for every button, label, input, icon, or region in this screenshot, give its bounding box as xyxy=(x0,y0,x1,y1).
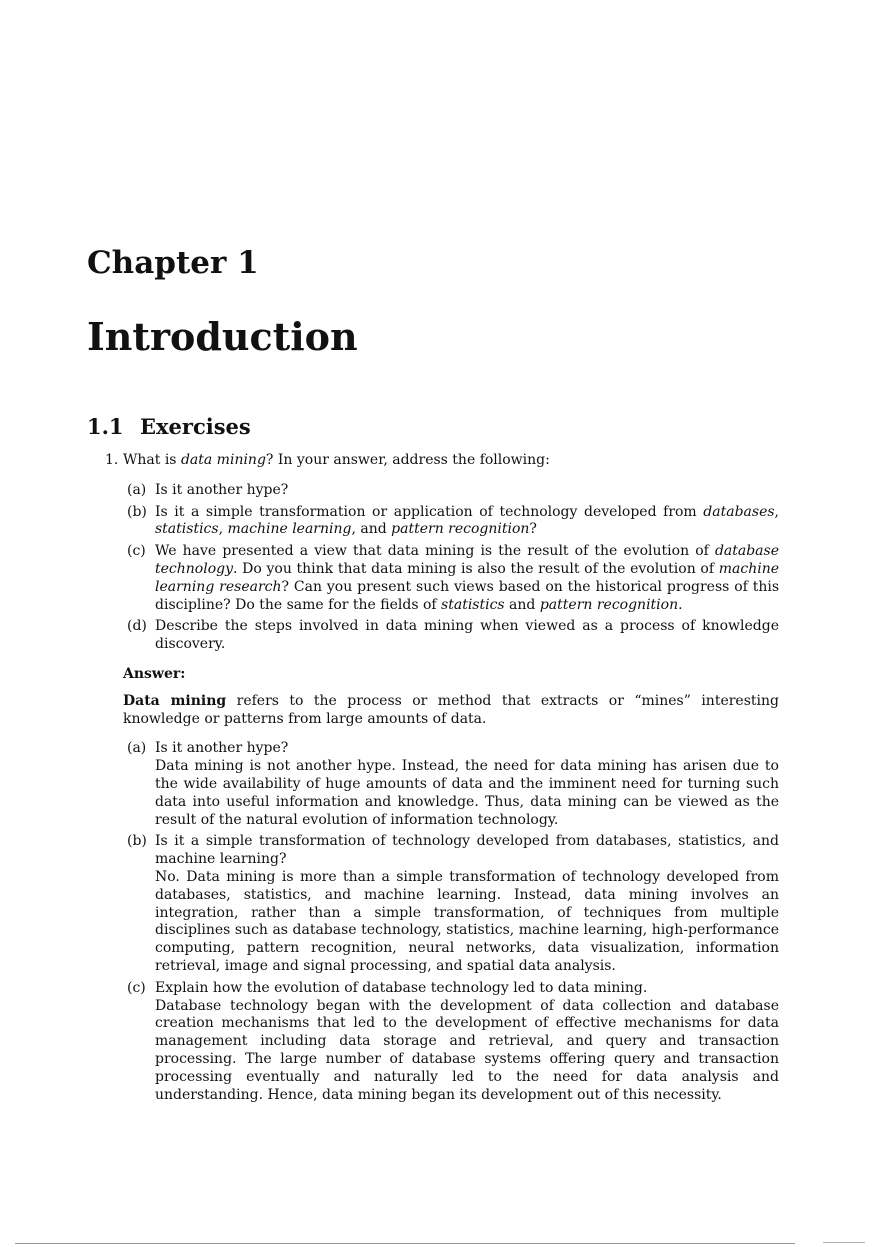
answer-part-c xyxy=(87,980,779,1105)
part-text: , and xyxy=(351,521,392,538)
part-text: . xyxy=(678,596,683,613)
part-marker: (a) xyxy=(127,481,147,498)
part-marker: (a) xyxy=(127,740,147,757)
part-text: and xyxy=(504,596,540,613)
footer-mark xyxy=(823,1242,865,1243)
answer-intro-text: refers to the process or method that extracts or “mines” interesting knowledge or patterns from large amounts of data. xyxy=(123,692,779,727)
part-text: Is it another hype? xyxy=(155,481,289,498)
part-emphasis: statistics xyxy=(155,521,219,538)
chapter-label: Chapter 1 xyxy=(87,245,259,281)
answer-part-question: Is it another hype? xyxy=(155,740,289,757)
part-marker: (d) xyxy=(127,618,147,635)
part-marker: (c) xyxy=(127,979,146,996)
part-emphasis: pattern recognition xyxy=(391,521,530,538)
answer-part-question: Is it a simple transformation of technology developed from databases, statistics, and machine learning? xyxy=(155,833,779,868)
answer-part-a xyxy=(87,740,779,829)
question-text: ? In your answer, address the following: xyxy=(265,452,550,468)
answer-intro xyxy=(123,693,779,729)
question-text: What is xyxy=(123,452,181,468)
part-text: , xyxy=(218,521,228,538)
part-marker: (b) xyxy=(127,503,147,520)
question-part-a xyxy=(87,482,779,500)
question-emphasis: data mining xyxy=(180,452,266,468)
part-text: , xyxy=(774,503,779,520)
answer-part-b xyxy=(87,833,779,975)
answer-part-text: Data mining is not another hype. Instead, the need for data mining has arisen due to the wide availability of huge amounts of data and the imminent need for turning such data into useful information and knowledge. Thus, data mining can be viewed as the result of the natural evolution of information technology. xyxy=(155,758,779,828)
part-emphasis: pattern recognition xyxy=(539,596,679,613)
part-marker: (b) xyxy=(127,833,147,850)
question-part-c xyxy=(87,543,779,614)
part-emphasis: statistics xyxy=(441,596,505,613)
section-number: 1.1 xyxy=(87,414,124,439)
part-text: Is it a simple transformation or application of technology developed from xyxy=(155,503,704,520)
answer-parts xyxy=(87,740,779,1104)
chapter-title: Introduction xyxy=(87,314,358,359)
footer-rule xyxy=(15,1243,795,1244)
question-parts xyxy=(87,482,779,654)
section-heading xyxy=(87,414,251,439)
question-1 xyxy=(87,452,779,470)
section-title: Exercises xyxy=(140,414,251,439)
part-emphasis: machine learning xyxy=(227,521,352,538)
document-body xyxy=(87,452,779,1104)
part-text: We have presented a view that data mining is the result of the evolution of xyxy=(155,543,715,560)
question-part-b xyxy=(87,504,779,540)
answer-intro-term: Data mining xyxy=(123,692,227,709)
answer-part-text: No. Data mining is more than a simple transformation of technology developed from databases, statistics, and machine learning. Instead, data mining involves an integration, rather than a simple transformation, of techniques from multiple disciplines such as database technology, statistics, machine learning, high-performance computing, pattern recognition, neural networks, data visualization, information retrieval, image and signal processing, and spatial data analysis. xyxy=(155,868,779,974)
part-text: . Do you think that data mining is also the result of the evolution of xyxy=(233,560,719,577)
part-emphasis: database technology xyxy=(155,543,779,577)
answer-part-text: Database technology began with the development of data collection and database creation mechanisms that led to the development of effective mechanisms for data management including data storage and retrieval, and query and transaction processing. The large number of database systems offering query and transaction processing eventually and naturally led to the need for data analysis and understanding. Hence, data mining began its development out of this necessity. xyxy=(155,997,779,1103)
answer-part-question: Explain how the evolution of database technology led to data mining. xyxy=(155,979,648,996)
part-text: Describe the steps involved in data mining when viewed as a process of knowledge discovery. xyxy=(155,618,779,653)
part-emphasis: databases xyxy=(703,503,775,520)
question-part-d xyxy=(87,618,779,654)
part-marker: (c) xyxy=(127,543,146,560)
part-text: ? Can you present such views based on the historical progress of this discipline? Do the same for the fields of xyxy=(155,578,779,613)
question-1-marker: 1. xyxy=(105,452,119,468)
part-emphasis: machine learning research xyxy=(155,560,779,595)
part-text: ? xyxy=(529,521,537,538)
answer-label: Answer: xyxy=(123,665,186,682)
